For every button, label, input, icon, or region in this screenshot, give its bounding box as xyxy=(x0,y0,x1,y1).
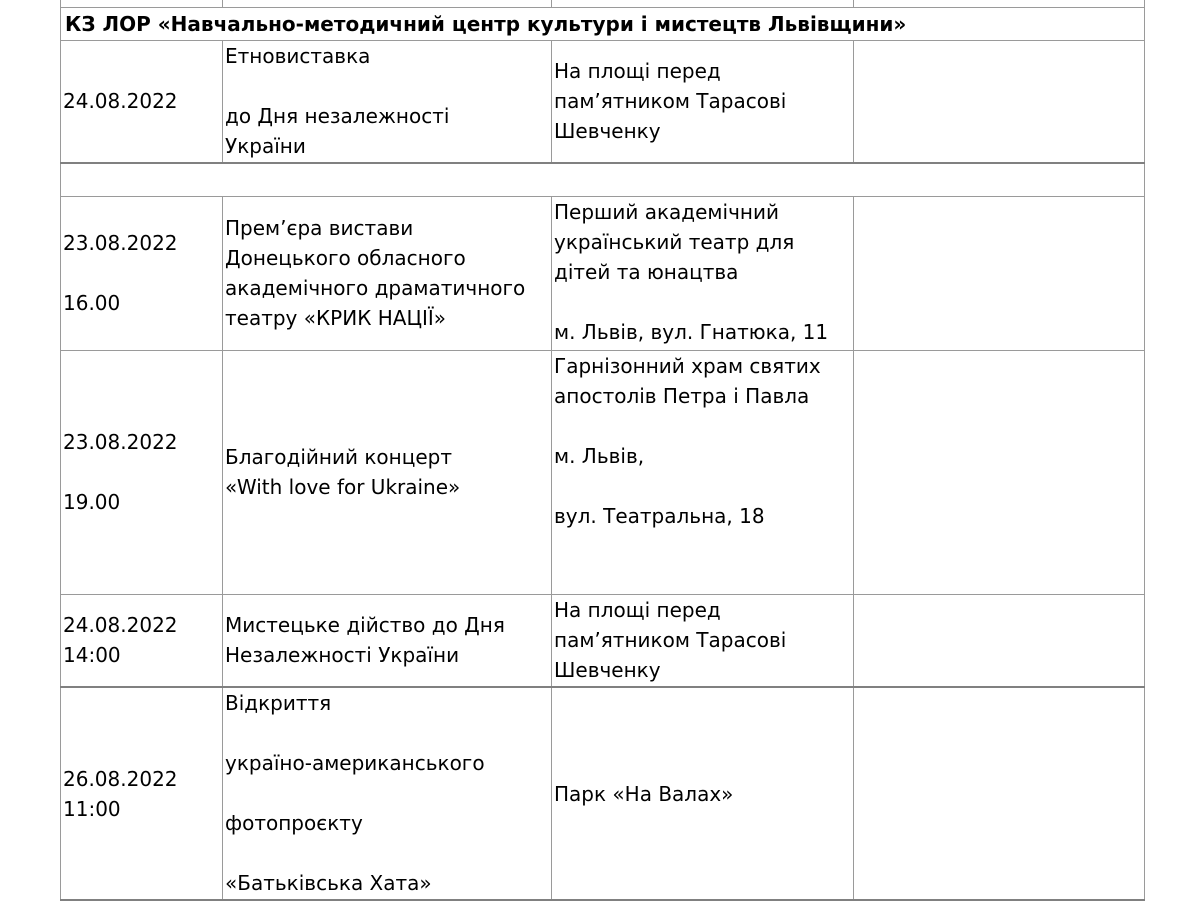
blank-line xyxy=(554,411,851,441)
event-date-cell xyxy=(61,687,223,900)
event-title-line: «With love for Ukraine» xyxy=(225,475,461,499)
event-time: 11:00 xyxy=(63,796,121,821)
blank-line xyxy=(225,71,549,101)
event-title-line: Прем’єра вистави xyxy=(225,216,414,240)
event-date: 24.08.2022 xyxy=(63,613,178,638)
event-place-cell xyxy=(552,687,854,900)
event-place-line: Парк «На Валах» xyxy=(554,781,734,806)
event-title-line: фотопроєкту xyxy=(225,811,363,835)
event-place-cell xyxy=(552,196,854,350)
event-title-line: україно-американського xyxy=(225,751,485,775)
event-date-cell xyxy=(61,350,223,594)
event-date: 24.08.2022 xyxy=(63,89,178,114)
event-place-line: Шевченку xyxy=(554,119,661,144)
previous-row-stub xyxy=(61,0,1145,8)
blank-line xyxy=(225,838,549,868)
event-date: 26.08.2022 xyxy=(63,766,178,791)
event-title-cell xyxy=(223,41,552,163)
event-place-cell xyxy=(552,41,854,163)
event-place-line: апостолів Петра і Павла xyxy=(554,383,810,408)
event-place-line: дітей та юнацтва xyxy=(554,259,739,284)
event-title-line: Етновиставка xyxy=(225,44,371,69)
event-notes-cell xyxy=(854,687,1145,900)
event-title-line: Мистецьке дійство до Дня xyxy=(225,613,505,638)
blank-line xyxy=(554,287,851,317)
organization-header-row xyxy=(61,8,1145,41)
event-title-cell xyxy=(223,196,552,350)
blank-line xyxy=(63,457,220,487)
event-notes-cell xyxy=(854,350,1145,594)
event-place-cell xyxy=(552,594,854,687)
event-title-line: театру «КРИК НАЦІЇ» xyxy=(225,306,447,330)
event-place-line: Перший академічний xyxy=(554,199,779,224)
event-notes-cell xyxy=(854,41,1145,163)
event-title-line: «Батьківська Хата» xyxy=(225,871,432,895)
event-place-line: пам’ятником Тарасові xyxy=(554,89,787,114)
event-title-cell xyxy=(223,594,552,687)
event-title-line: до Дня незалежності xyxy=(225,104,450,129)
event-title-line: Благодійний концерт xyxy=(225,445,452,469)
event-time: 14:00 xyxy=(63,643,121,668)
event-place-line: На площі перед xyxy=(554,59,721,84)
blank-line xyxy=(63,258,220,288)
blank-line xyxy=(554,471,851,501)
event-place-line: вул. Театральна, 18 xyxy=(554,503,765,528)
event-title-line: Відкриття xyxy=(225,691,332,715)
event-title-cell xyxy=(223,350,552,594)
event-row xyxy=(61,687,1145,900)
event-date-cell xyxy=(61,41,223,163)
event-title-line: академічного драматичного xyxy=(225,276,526,300)
event-place-line: український театр для xyxy=(554,229,795,254)
event-row xyxy=(61,196,1145,350)
event-place-cell xyxy=(552,350,854,594)
schedule-document xyxy=(60,0,1144,901)
event-place-line: пам’ятником Тарасові xyxy=(554,628,787,653)
event-date-cell xyxy=(61,594,223,687)
event-place-line: м. Львів, xyxy=(554,443,645,468)
event-title-line: України xyxy=(225,134,306,159)
event-title-line: Донецького обласного xyxy=(225,246,466,270)
event-place-line: На площі перед xyxy=(554,598,721,623)
event-notes-cell xyxy=(854,594,1145,687)
organization-title: КЗ ЛОР «Навчально-методичний центр культури і мистецтв Львівщини» xyxy=(61,8,1145,41)
event-place-line: Шевченку xyxy=(554,658,661,683)
event-title-cell xyxy=(223,687,552,900)
event-place-line: Гарнізонний храм святих xyxy=(554,353,821,378)
event-place-line: м. Львів, вул. Гнатюка, 11 xyxy=(554,319,829,344)
event-title-line: Незалежності України xyxy=(225,643,460,668)
events-table xyxy=(60,0,1145,901)
blank-line xyxy=(225,718,549,748)
event-notes-cell xyxy=(854,196,1145,350)
event-date-cell xyxy=(61,196,223,350)
event-date: 23.08.2022 xyxy=(63,430,178,454)
event-row xyxy=(61,350,1145,594)
event-row xyxy=(61,41,1145,163)
event-time: 19.00 xyxy=(63,490,121,514)
blank-line xyxy=(225,778,549,808)
event-time: 16.00 xyxy=(63,291,121,315)
event-date: 23.08.2022 xyxy=(63,231,178,255)
empty-row xyxy=(61,163,1145,197)
event-row xyxy=(61,594,1145,687)
